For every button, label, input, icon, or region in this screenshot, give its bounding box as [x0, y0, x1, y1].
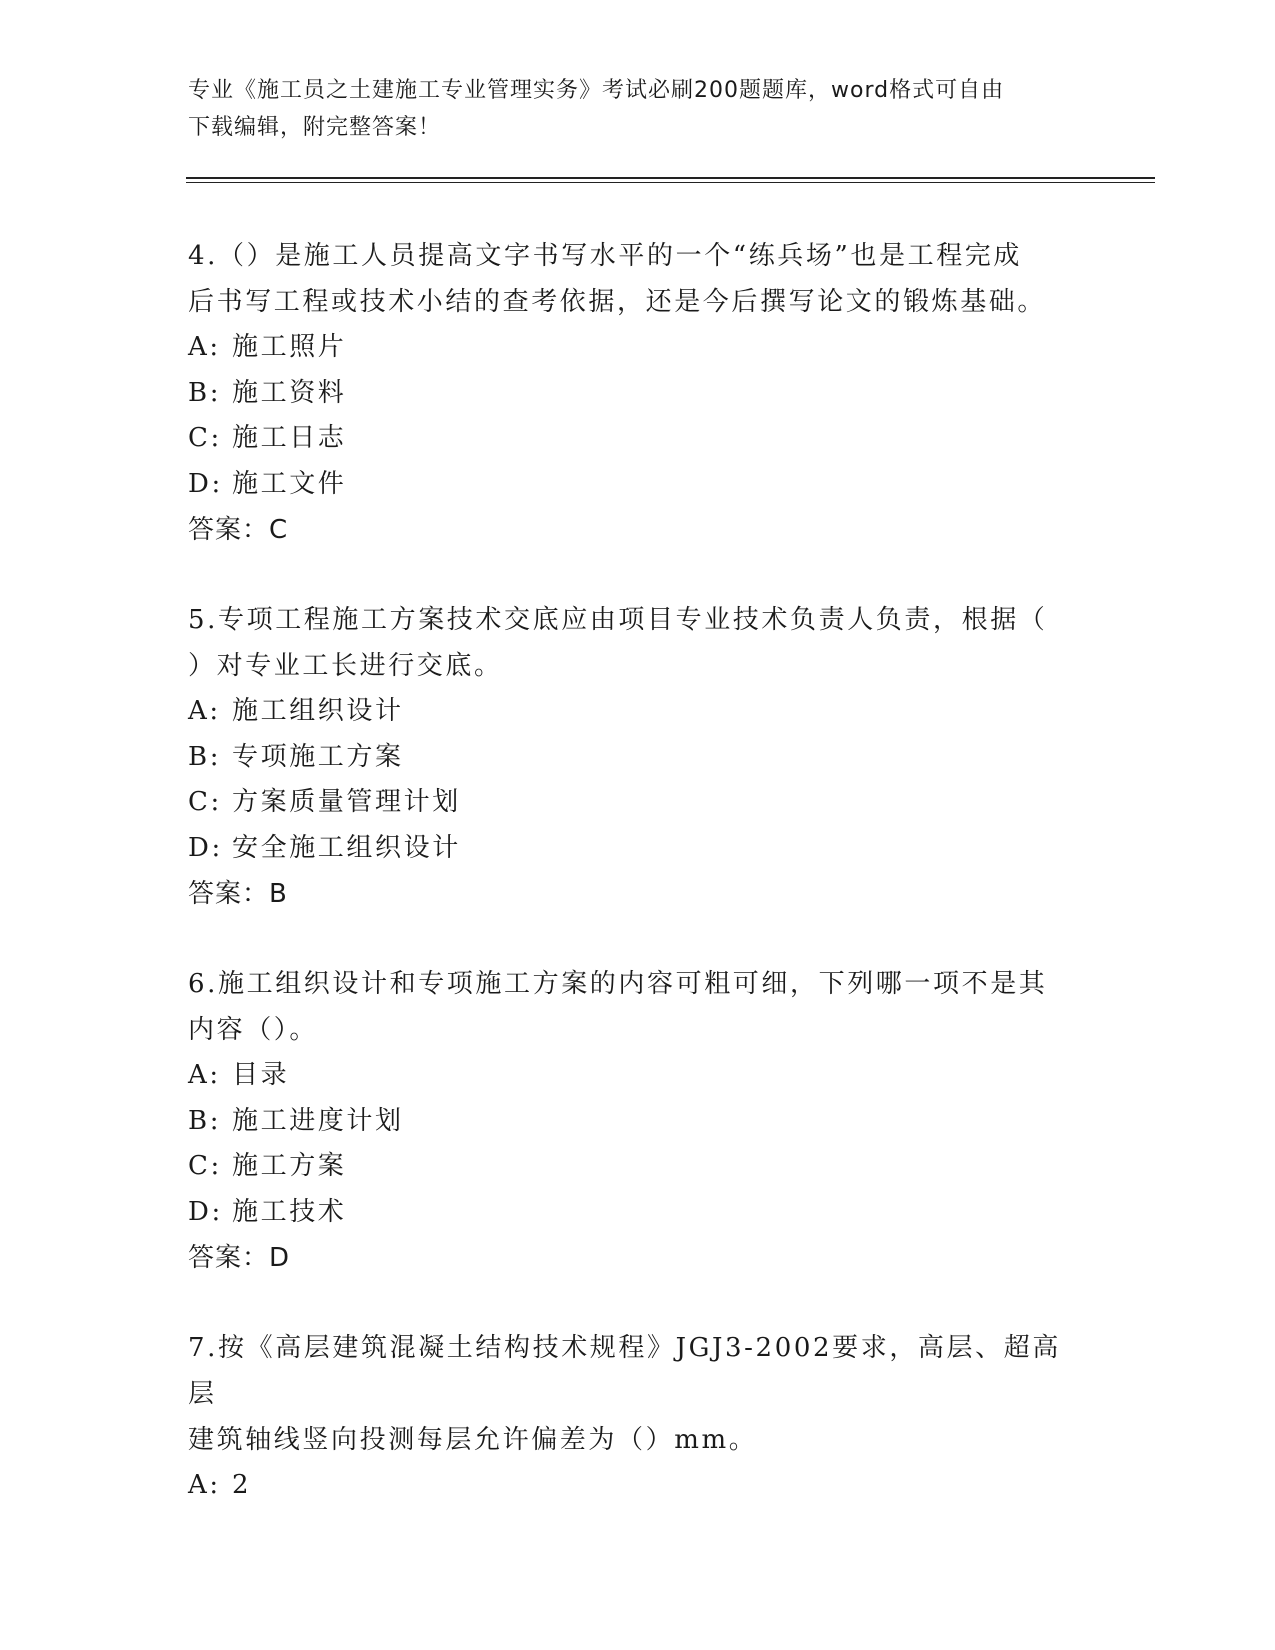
document-header: [188, 72, 1088, 146]
question-stem: [188, 597, 1088, 689]
question-stem: [188, 961, 1088, 1053]
question-stem: [188, 1325, 1088, 1463]
option-letter: C:: [188, 1151, 222, 1181]
question-stem-line-2: ）对专业工长进行交底。: [188, 651, 503, 681]
question-stem-line-1: 5.专项工程施工方案技术交底应由项目专业技术负责人负责，根据（: [188, 605, 1048, 635]
option-letter: D:: [188, 468, 223, 499]
question-stem: [188, 233, 1088, 325]
option-letter: C:: [188, 787, 222, 817]
answer: 答案：D: [188, 1243, 291, 1273]
option-text: 目录: [232, 1060, 290, 1090]
option-a: [188, 689, 1088, 735]
option-d: [188, 1190, 1088, 1236]
option-letter: A:: [188, 332, 221, 362]
option-letter: A:: [188, 696, 221, 726]
question-stem-line-1: 6.施工组织设计和专项施工方案的内容可粗可细，下列哪一项不是其: [188, 969, 1048, 999]
question-6: [188, 961, 1088, 1281]
answer: 答案：B: [188, 879, 288, 909]
question-stem-line-2: 后书写工程或技术小结的查考依据，还是今后撰写论文的锻炼基础。: [188, 287, 1047, 317]
option-b: [188, 735, 1088, 781]
option-letter: B:: [188, 741, 222, 772]
option-a: [188, 1053, 1088, 1099]
question-stem-line-2: 建筑轴线竖向投测每层允许偏差为（）mm。: [188, 1425, 758, 1455]
option-text: 2: [232, 1470, 252, 1500]
option-c: [188, 1144, 1088, 1190]
option-text: 安全施工组织设计: [232, 832, 461, 863]
option-d: [188, 826, 1088, 872]
option-text: 方案质量管理计划: [232, 787, 461, 817]
option-text: 施工文件: [232, 468, 347, 499]
option-text: 施工进度计划: [232, 1105, 404, 1136]
option-letter: A:: [188, 1060, 221, 1090]
option-text: 施工资料: [232, 377, 347, 408]
question-stem-line-1: 4.（）是施工人员提高文字书写水平的一个“练兵场”也是工程完成: [188, 241, 1022, 271]
option-text: 施工照片: [232, 332, 347, 362]
question-7: [188, 1325, 1088, 1509]
option-text: 施工日志: [232, 423, 347, 453]
option-text: 专项施工方案: [232, 741, 404, 772]
question-stem-line-1: 7.按《高层建筑混凝土结构技术规程》JGJ3-2002要求，高层、超高层: [188, 1333, 1061, 1409]
header-divider: [186, 177, 1155, 183]
question-5: [188, 597, 1088, 917]
option-a: [188, 1463, 1088, 1509]
option-letter: C:: [188, 423, 222, 453]
option-letter: B:: [188, 1105, 222, 1136]
option-letter: D:: [188, 832, 223, 863]
option-c: [188, 416, 1088, 462]
option-text: 施工技术: [232, 1196, 347, 1227]
option-b: [188, 371, 1088, 417]
question-stem-line-2: 内容（）。: [188, 1015, 319, 1045]
header-line-2: 下载编辑，附完整答案！: [188, 115, 442, 140]
option-letter: A:: [188, 1470, 221, 1500]
option-c: [188, 780, 1088, 826]
header-line-1: 专业《施工员之土建施工专业管理实务》考试必刷200题题库，word格式可自由: [188, 78, 1005, 103]
option-letter: B:: [188, 377, 222, 408]
option-text: 施工方案: [232, 1151, 347, 1181]
option-letter: D:: [188, 1196, 223, 1227]
question-4: [188, 233, 1088, 553]
answer: 答案：C: [188, 515, 289, 545]
option-a: [188, 325, 1088, 371]
option-d: [188, 462, 1088, 508]
option-b: [188, 1099, 1088, 1145]
option-text: 施工组织设计: [232, 696, 404, 726]
